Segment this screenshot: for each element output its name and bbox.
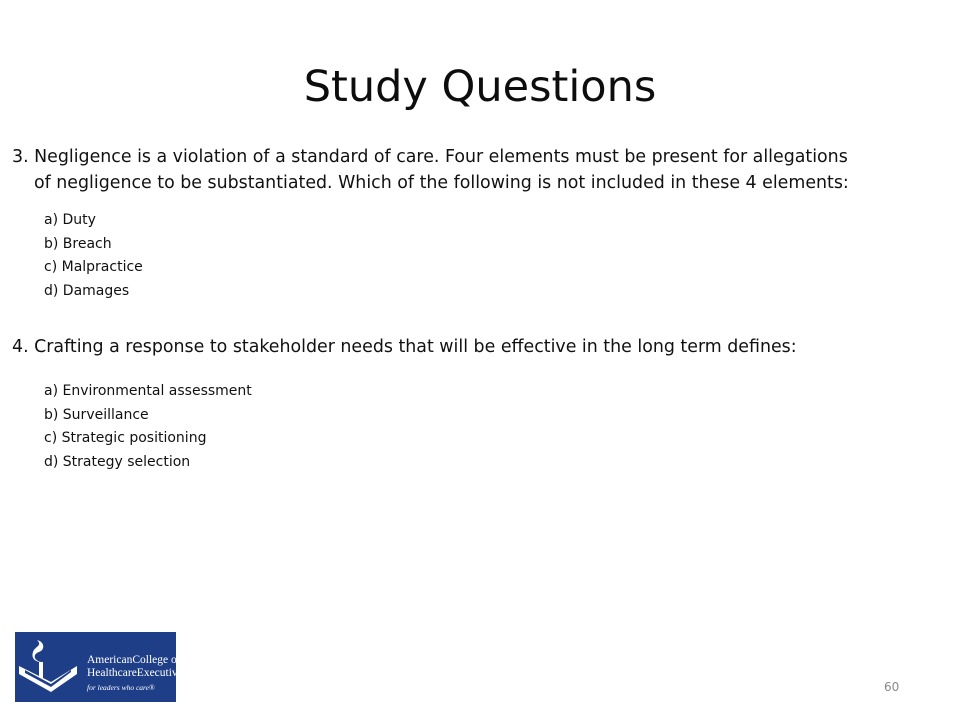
logo-line-1: AmericanCollege of xyxy=(87,654,181,666)
question-3-line-2: of negligence to be substantiated. Which of the following is not included in these 4 elements: xyxy=(34,173,849,193)
option-3b: b) Breach xyxy=(44,235,112,252)
option-4c: c) Strategic positioning xyxy=(44,430,207,446)
logo-line-2: HealthcareExecutives xyxy=(87,667,188,679)
question-4-options xyxy=(44,380,252,474)
slide-title: Study Questions xyxy=(303,62,657,112)
option-3d: d) Damages xyxy=(44,282,130,299)
option-3c: c) Malpractice xyxy=(44,259,143,275)
option-3a: a) Duty xyxy=(44,212,96,228)
ache-logo xyxy=(15,632,188,702)
question-4-line-1: 4. Crafting a response to stakeholder needs that will be effective in the long term defines: xyxy=(12,337,797,357)
option-4b: b) Surveillance xyxy=(44,406,149,423)
logo-tagline: for leaders who care® xyxy=(87,683,155,692)
question-3-options xyxy=(44,209,143,303)
option-4d: d) Strategy selection xyxy=(44,453,191,470)
page-number: 60 xyxy=(884,680,900,694)
question-4 xyxy=(12,334,952,360)
option-4a: a) Environmental assessment xyxy=(44,383,252,399)
question-3 xyxy=(12,144,952,196)
ache-emblem-icon xyxy=(15,632,87,702)
question-3-line-1: 3. Negligence is a violation of a standard of care. Four elements must be present for allegations xyxy=(12,147,848,167)
logo-wordmark xyxy=(87,654,187,680)
